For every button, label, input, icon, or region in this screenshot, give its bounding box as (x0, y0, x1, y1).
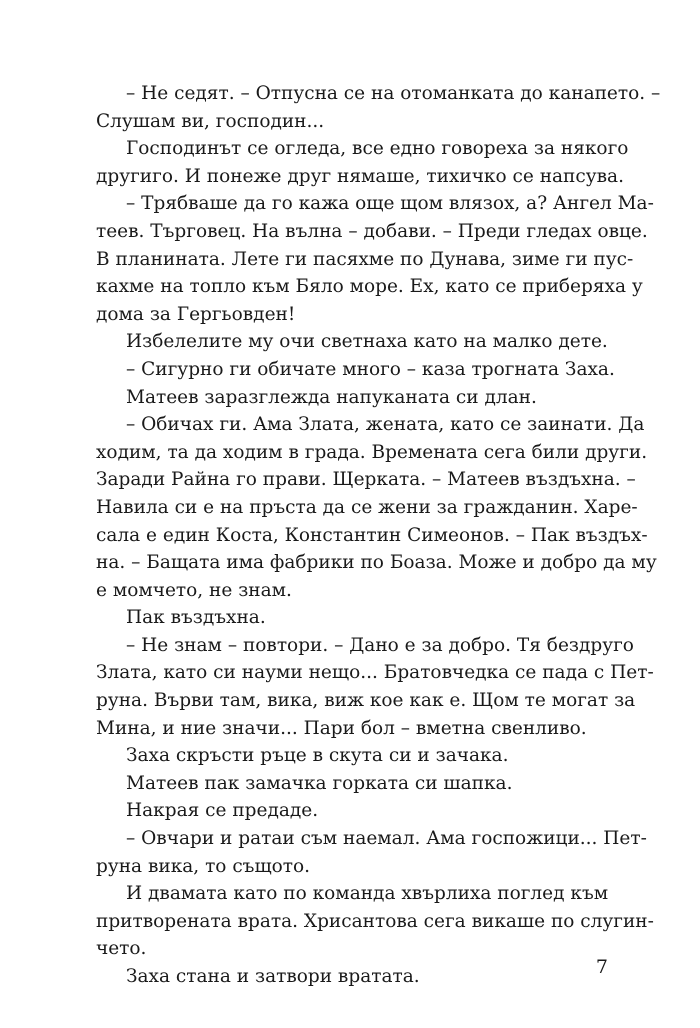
text-line: притворената врата. Хрисантова сега викаше по слугин- (96, 910, 654, 932)
text-line: Заради Райна го прави. Щерката. – Матеев въздъхна. – (96, 469, 636, 491)
text-line: Заха стана и затвори вратата. (126, 966, 420, 987)
text-line: Матеев пак замачка горката си шапка. (126, 772, 513, 794)
text-line: – Сигурно ги обичате много – каза трогната Заха. (126, 358, 615, 380)
text-line: Накрая се предаде. (126, 800, 319, 822)
text-line: сала е един Коста, Константин Симеонов. – Пак въздъх- (96, 524, 648, 546)
text-line: Избелелите му очи светнаха като на малко дете. (126, 331, 608, 353)
text-line: Пак въздъхна. (126, 607, 266, 629)
text-line: другиго. И понеже друг нямаше, тихичко се напсува. (96, 165, 624, 187)
text-line: Навила си е на пръста да се жени за гражданин. Харе- (96, 496, 638, 518)
text-line: – Не седят. – Отпусна се на отоманката до канапето. – (126, 83, 661, 104)
text-line: дома за Гергьовден! (96, 303, 296, 325)
text-line: Злата, като си науми нещо... Братовчедка се пада с Пет- (96, 662, 654, 684)
text-line: ходим, та да ходим в града. Времената сега били други. (96, 441, 648, 463)
text-line: е момчето, не знам. (96, 579, 292, 601)
text-line: – Трябваше да го кажа още щом влязох, а? Ангел Ма- (126, 193, 654, 215)
text-line: – Обичах ги. Ама Злата, жената, като се заинати. Да (126, 414, 645, 436)
text-line: Мина, и ние значи... Пари бол – вметна свенливо. (96, 717, 587, 739)
text-line: Слушам ви, господин... (96, 110, 325, 132)
text-line: чето. (96, 938, 147, 960)
text-line: И двамата като по команда хвърлиха поглед към (126, 883, 609, 905)
text-line: – Овчари и ратаи съм наемал. Ама госпожици... Пет- (126, 828, 647, 850)
text-line: руна вика, то същото. (96, 855, 311, 877)
text-line: руна. Върви там, вика, виж кое как е. Щом те могат за (96, 690, 636, 712)
text-line: Заха скръсти ръце в скута си и зачака. (126, 745, 509, 767)
text-line: Господинът се огледа, все едно говореха за някого (126, 138, 629, 160)
body-text (96, 80, 661, 991)
text-line: В планината. Лете ги пасяхме по Дунава, зиме ги пус- (96, 248, 634, 270)
text-line: Матеев заразглежда напуканата си длан. (126, 386, 537, 408)
text-line: на. – Бащата има фабрики по Боаза. Може и добро да му (96, 552, 657, 574)
text-line: кахме на топло към Бяло море. Ех, като се приберяха у (96, 276, 643, 298)
text-line: теев. Търговец. На вълна – добави. – Преди гледах овце. (96, 220, 648, 242)
text-line: – Не знам – повтори. – Дано е за добро. Тя бездруго (126, 634, 634, 656)
page-number: 7 (595, 956, 608, 978)
